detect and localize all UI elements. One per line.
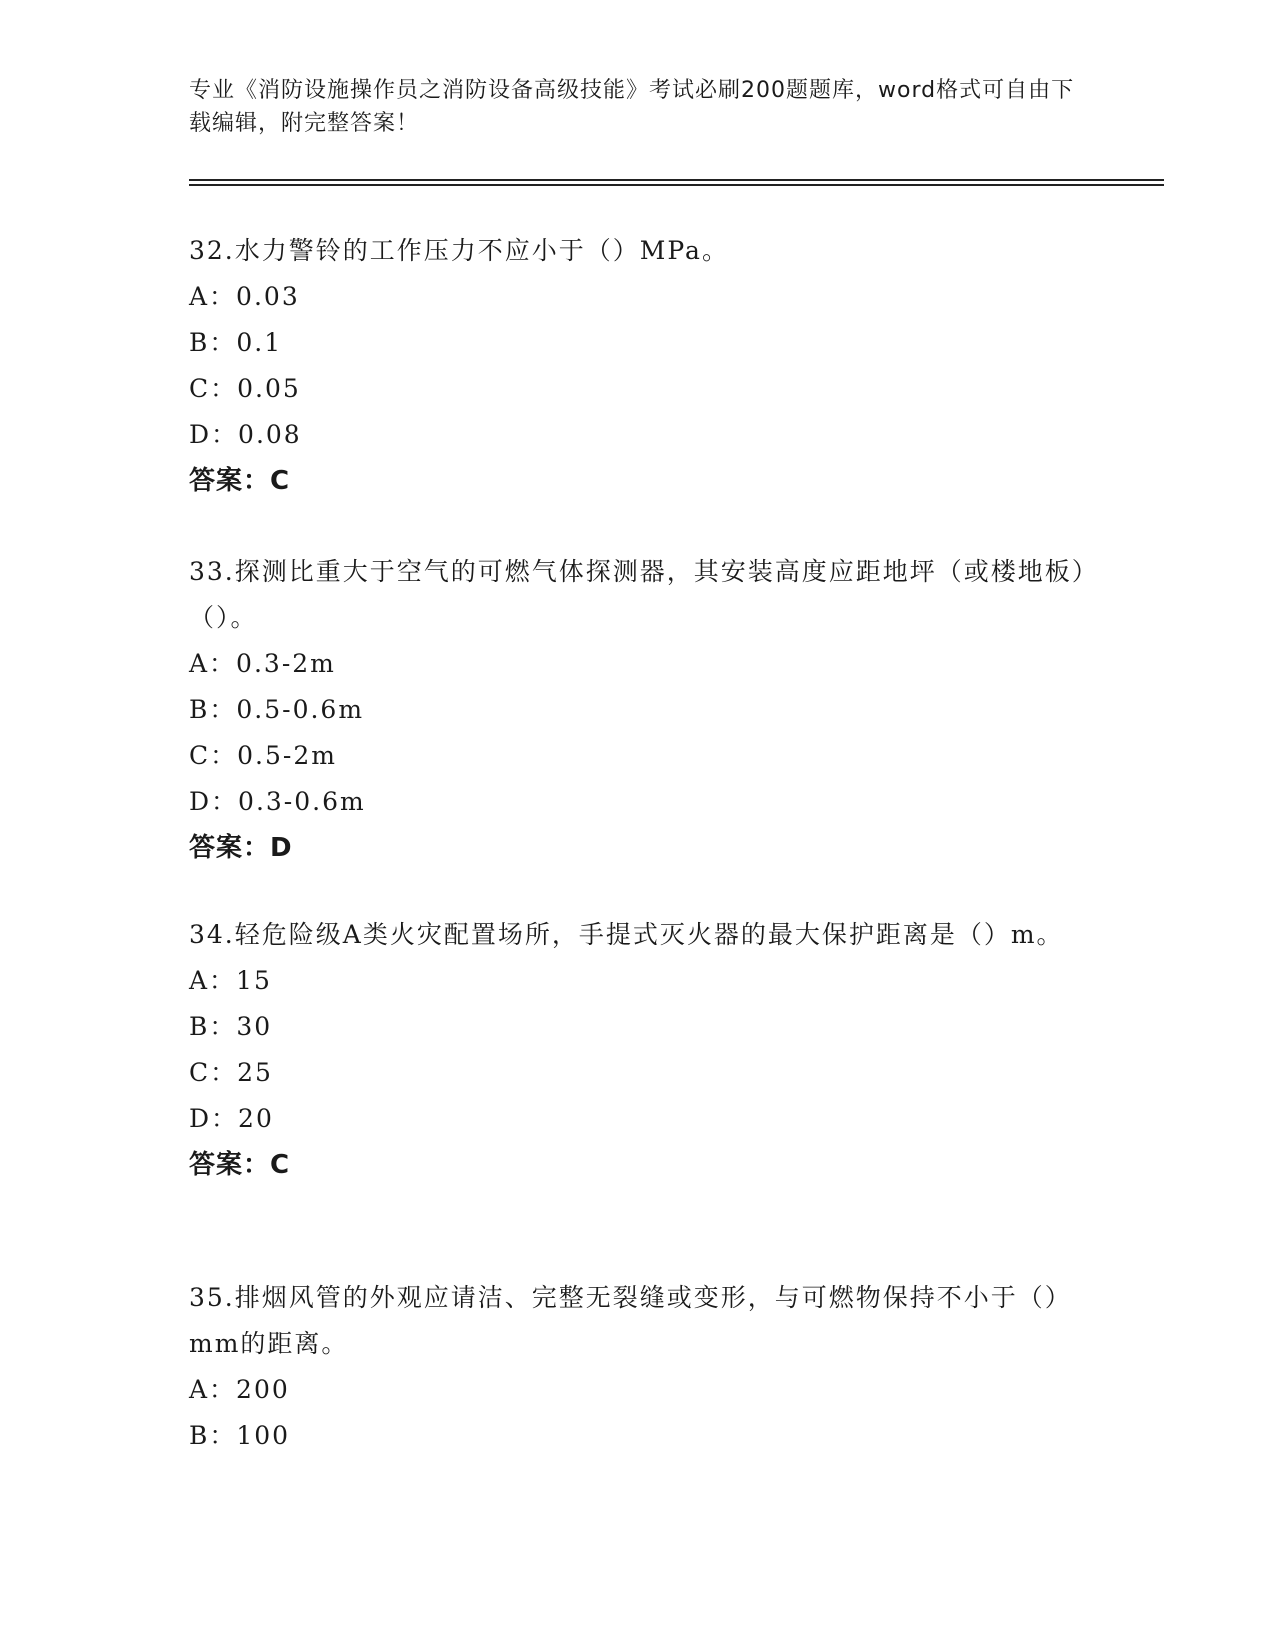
question-33 <box>189 549 1089 871</box>
option-b: B：30 <box>189 1012 273 1041</box>
option-a: A：0.3-2m <box>189 649 336 678</box>
header-divider-bottom <box>189 184 1164 186</box>
answer-label: 答案：D <box>189 833 293 863</box>
question-34 <box>189 912 1089 1188</box>
option-d: D：0.3-0.6m <box>189 787 366 816</box>
option-b: B：100 <box>189 1421 291 1450</box>
question-stem: 34.轻危险级A类火灾配置场所，手提式灭火器的最大保护距离是（）m。 <box>189 920 1064 949</box>
question-stem: 35.排烟风管的外观应请洁、完整无裂缝或变形，与可燃物保持不小于（）mm的距离。 <box>189 1283 1072 1358</box>
document-header: 专业《消防设施操作员之消防设备高级技能》考试必刷200题题库，word格式可自由下载编辑，附完整答案！ <box>189 78 1075 136</box>
header-divider-top <box>189 179 1164 181</box>
question-35 <box>189 1275 1089 1459</box>
option-b: B：0.1 <box>189 328 283 357</box>
option-c: C：0.05 <box>189 374 301 403</box>
option-d: D：20 <box>189 1104 274 1133</box>
option-c: C：0.5-2m <box>189 741 337 770</box>
option-b: B：0.5-0.6m <box>189 695 365 724</box>
option-a: A：0.03 <box>189 282 300 311</box>
option-c: C：25 <box>189 1058 273 1087</box>
question-stem: 32.水力警铃的工作压力不应小于（）MPa。 <box>189 236 729 265</box>
question-stem: 33.探测比重大于空气的可燃气体探测器，其安装高度应距地坪（或楼地板）（）。 <box>189 557 1087 632</box>
question-32 <box>189 228 1089 504</box>
answer-label: 答案：C <box>189 466 291 496</box>
answer-label: 答案：C <box>189 1150 291 1180</box>
option-a: A：15 <box>189 966 272 995</box>
option-a: A：200 <box>189 1375 290 1404</box>
option-d: D：0.08 <box>189 420 302 449</box>
